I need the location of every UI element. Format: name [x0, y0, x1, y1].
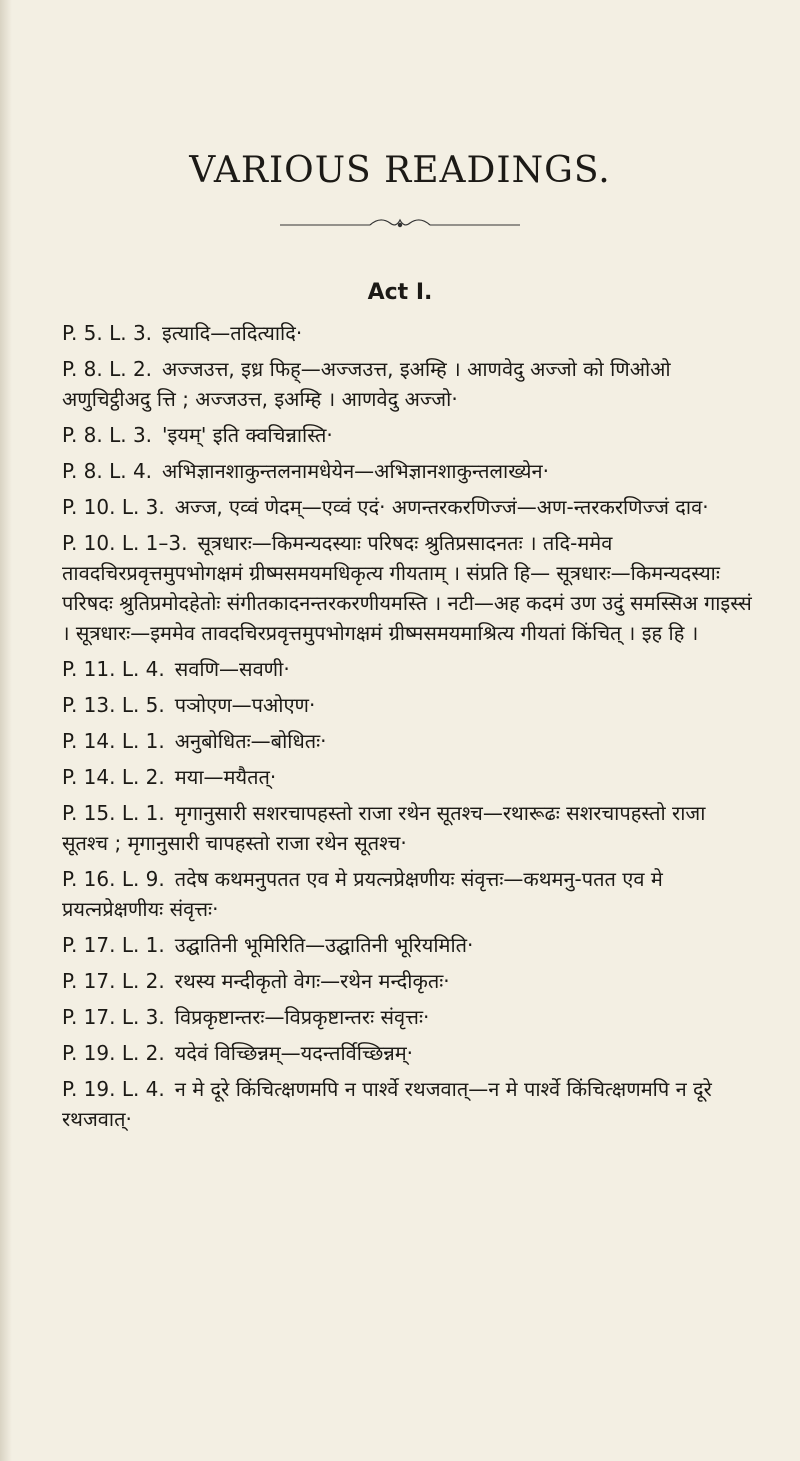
reading-entry [62, 1002, 752, 1032]
reading-ref: P. 19. L. 4. [62, 1077, 165, 1101]
reading-entry [62, 690, 752, 720]
reading-text: मया—मयैतत्· [174, 765, 277, 789]
reading-entry [62, 1074, 752, 1134]
reading-ref: P. 8. L. 3. [62, 423, 153, 447]
page-title: VARIOUS READINGS. [189, 150, 611, 191]
reading-entry [62, 420, 752, 450]
reading-entry [62, 864, 752, 924]
reading-text: अभिज्ञानशाकुन्तलनामधेयेन—अभिज्ञानशाकुन्तलाख्येन· [162, 459, 549, 483]
reading-text: अज्जउत्त, इध्र फिह्—अज्जउत्त, इअम्हि । आणवेदु अज्जो को णिओओ अणुचिट्ठीअदु त्ति ; अज्जउत्त, इअम्हि । आणवेदु अज्जो· [62, 357, 671, 411]
reading-entry [62, 726, 752, 756]
reading-ref: P. 13. L. 5. [62, 693, 165, 717]
reading-entry [62, 354, 752, 414]
reading-text: न मे दूरे किंचित्क्षणमपि न पार्श्वे रथजवात्—न मे पार्श्वे किंचित्क्षणमपि न दूरे रथजवात्· [62, 1077, 712, 1131]
reading-ref: P. 8. L. 4. [62, 459, 153, 483]
reading-ref: P. 14. L. 1. [62, 729, 165, 753]
reading-entry [62, 654, 752, 684]
reading-ref: P. 16. L. 9. [62, 867, 165, 891]
reading-text: अनुबोधितः—बोधितः· [174, 729, 327, 753]
reading-text: सूत्रधारः—किमन्यदस्याः परिषदः श्रुतिप्रसादनतः । तदि-ममेव तावदचिरप्रवृत्तमुपभोगक्षमं ग्रीष्मसमयमधिकृत्य गीयताम् । संप्रति हि— सूत्रधारः—किमन्यदस्याः परिषदः श्रुतिप्रमोदहेतोः संगीतकादनन्तरकरणीयमस्ति । नटी—अह कदमं उण उदुं समस्सिअ गाइस्सं । सूत्रधारः—इममेव तावदचिरप्रवृत्तमुपभोगक्षमं ग्रीष्मसमयमाश्रित्य गीयतां किंचित् । इह हि । [62, 531, 752, 645]
reading-entry [62, 762, 752, 792]
reading-text: यदेवं विच्छिन्नम्—यदन्तर्विच्छिन्नम्· [174, 1041, 414, 1065]
reading-ref: P. 8. L. 2. [62, 357, 153, 381]
reading-entry [62, 930, 752, 960]
reading-text: अज्ज, एव्वं णेदम्—एव्वं एदं· अणन्तरकरणिज्जं—अण-न्तरकरणिज्जं दाव· [174, 495, 709, 519]
reading-text: 'इयम्' इति क्वचिन्नास्ति· [162, 423, 333, 447]
reading-entry [62, 318, 752, 348]
reading-text: मृगानुसारी सशरचापहस्तो राजा रथेन सूतश्च—रथारूढः सशरचापहस्तो राजा सूतश्च ; मृगानुसारी चापहस्तो राजा रथेन सूतश्च· [62, 801, 706, 855]
reading-ref: P. 14. L. 2. [62, 765, 165, 789]
reading-ref: P. 19. L. 2. [62, 1041, 165, 1065]
page-edge [0, 0, 12, 1461]
reading-ref: P. 11. L. 4. [62, 657, 165, 681]
reading-ref: P. 17. L. 2. [62, 969, 165, 993]
reading-ref: P. 15. L. 1. [62, 801, 165, 825]
reading-text: रथस्य मन्दीकृतो वेगः—रथेन मन्दीकृतः· [174, 969, 450, 993]
reading-entry [62, 492, 752, 522]
reading-entry [62, 798, 752, 858]
reading-ref: P. 10. L. 1–3. [62, 531, 188, 555]
reading-entry [62, 966, 752, 996]
reading-text: विप्रकृष्टान्तरः—विप्रकृष्टान्तरः संवृत्तः· [174, 1005, 430, 1029]
reading-text: तदेष कथमनुपतत एव मे प्रयत्नप्रेक्षणीयः संवृत्तः—कथमनु-पतत एव मे प्रयत्नप्रेक्षणीयः संवृत्तः· [62, 867, 663, 921]
reading-text: इत्यादि—तदित्यादि· [162, 321, 303, 345]
reading-entry [62, 528, 752, 648]
reading-text: पञोएण—पओएण· [174, 693, 316, 717]
reading-ref: P. 17. L. 1. [62, 933, 165, 957]
readings-list [62, 318, 752, 1140]
reading-ref: P. 17. L. 3. [62, 1005, 165, 1029]
reading-text: सवणि—सवणी· [174, 657, 290, 681]
reading-entry [62, 1038, 752, 1068]
reading-ref: P. 5. L. 3. [62, 321, 153, 345]
ornament-divider [270, 214, 530, 234]
reading-text: उद्घातिनी भूमिरिति—उद्घातिनी भूरियमिति· [174, 933, 474, 957]
reading-ref: P. 10. L. 3. [62, 495, 165, 519]
act-heading: Act I. [367, 280, 433, 305]
reading-entry [62, 456, 752, 486]
